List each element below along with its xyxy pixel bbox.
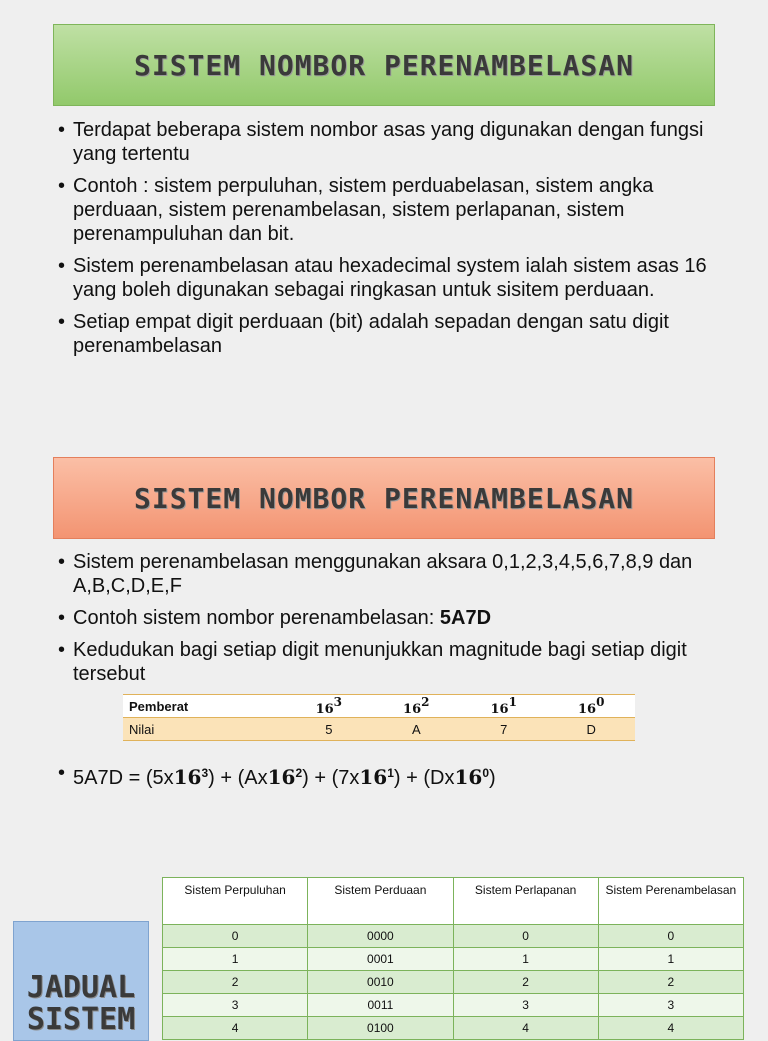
formula-part: ) + (Dx — [393, 767, 455, 789]
table-cell: 1 — [453, 948, 598, 971]
table-row — [163, 925, 744, 948]
list-item: • Sistem perenambelasan atau hexadecimal system ialah sistem asas 16 yang boleh digunakan sebagai ringkasan untuk sisitem perduaan. — [58, 254, 718, 302]
weight-exponent: 2 — [421, 695, 430, 709]
table-cell: 3 — [163, 994, 308, 1017]
formula-part: ) — [489, 767, 496, 789]
weight-base: 16 — [315, 702, 334, 717]
weight-cell — [547, 695, 635, 718]
weight-cell — [285, 695, 372, 718]
formula-base: 16 — [454, 765, 483, 789]
slide2-title: SISTEM NOMBOR PERENAMBELASAN — [53, 457, 715, 539]
side-title-line: JADUAL — [26, 970, 136, 1005]
side-title-line: SISTEM — [26, 1002, 136, 1037]
table-row — [123, 695, 635, 718]
weight-cell — [460, 695, 547, 718]
column-header: Sistem Perlapanan — [453, 878, 598, 925]
table-cell: 3 — [453, 994, 598, 1017]
weights-table — [123, 694, 635, 741]
value-cell: 7 — [460, 718, 547, 741]
list-item: • Setiap empat digit perduaan (bit) adalah sepadan dengan satu digit perenambelasan — [58, 310, 718, 358]
table-cell: 4 — [453, 1017, 598, 1040]
table-cell: 0000 — [308, 925, 453, 948]
slide1-bullet-list — [58, 118, 718, 366]
weights-row-label: Nilai — [123, 718, 285, 741]
table-cell: 2 — [163, 971, 308, 994]
table-header-row — [163, 878, 744, 925]
weight-exponent: 3 — [333, 695, 343, 709]
table-cell: 0010 — [308, 971, 453, 994]
table-cell: 1 — [163, 948, 308, 971]
table-cell: 2 — [453, 971, 598, 994]
formula-part: ) + (7x — [302, 767, 360, 789]
table-cell: 2 — [598, 971, 743, 994]
table-cell: 0001 — [308, 948, 453, 971]
formula-part: 5A7D = (5x — [73, 767, 174, 789]
table-cell: 0 — [598, 925, 743, 948]
side-title-box — [13, 921, 149, 1041]
slide2-bullet-list — [58, 550, 718, 694]
formula-exponent: 2 — [295, 766, 303, 780]
example-label: Contoh sistem nombor perenambelasan: — [73, 607, 440, 629]
formula-part: ) + (Ax — [208, 767, 268, 789]
column-header: Sistem Perduaan — [308, 878, 453, 925]
table-cell: 4 — [163, 1017, 308, 1040]
table-cell: 0100 — [308, 1017, 453, 1040]
list-item: • Terdapat beberapa sistem nombor asas yang digunakan dengan fungsi yang tertentu — [58, 118, 718, 166]
list-item: • Contoh : sistem perpuluhan, sistem perduabelasan, sistem angka perduaan, sistem perenambelasan, sistem perlapanan, sistem perenampuluhan dan bit. — [58, 174, 718, 246]
table-cell: 0 — [453, 925, 598, 948]
value-cell: A — [373, 718, 460, 741]
value-cell: 5 — [285, 718, 372, 741]
formula-base: 16 — [173, 765, 202, 789]
weight-base: 16 — [578, 702, 597, 717]
slide1-title: SISTEM NOMBOR PERENAMBELASAN — [53, 24, 715, 106]
table-row — [123, 718, 635, 741]
table-row — [163, 971, 744, 994]
weight-exponent: 1 — [508, 695, 517, 709]
formula-exponent: 3 — [201, 766, 209, 780]
value-cell: D — [547, 718, 635, 741]
table-cell: 4 — [598, 1017, 743, 1040]
table-cell: 0011 — [308, 994, 453, 1017]
formula-list — [58, 761, 718, 798]
table-cell: 3 — [598, 994, 743, 1017]
list-item: • Kedudukan bagi setiap digit menunjukkan magnitude bagi setiap digit tersebut — [58, 638, 718, 686]
weight-base: 16 — [403, 702, 422, 717]
table-row — [163, 1017, 744, 1040]
table-row — [163, 948, 744, 971]
list-item: • Sistem perenambelasan menggunakan aksara 0,1,2,3,4,5,6,7,8,9 dan A,B,C,D,E,F — [58, 550, 718, 598]
weight-cell — [373, 695, 460, 718]
list-item — [58, 606, 718, 630]
weights-header-label: Pemberat — [123, 695, 285, 718]
example-value: 5A7D — [439, 607, 492, 629]
formula-exponent: 1 — [387, 766, 394, 780]
table-cell: 0 — [163, 925, 308, 948]
conversion-table — [162, 877, 744, 1040]
formula — [58, 761, 718, 790]
column-header: Sistem Perpuluhan — [163, 878, 308, 925]
weight-exponent: 0 — [596, 695, 605, 709]
table-cell: 1 — [598, 948, 743, 971]
formula-exponent: 0 — [482, 766, 489, 780]
weight-base: 16 — [490, 702, 509, 717]
table-row — [163, 994, 744, 1017]
formula-base: 16 — [267, 765, 296, 789]
formula-base: 16 — [359, 765, 388, 789]
column-header: Sistem Perenambelasan — [598, 878, 743, 925]
